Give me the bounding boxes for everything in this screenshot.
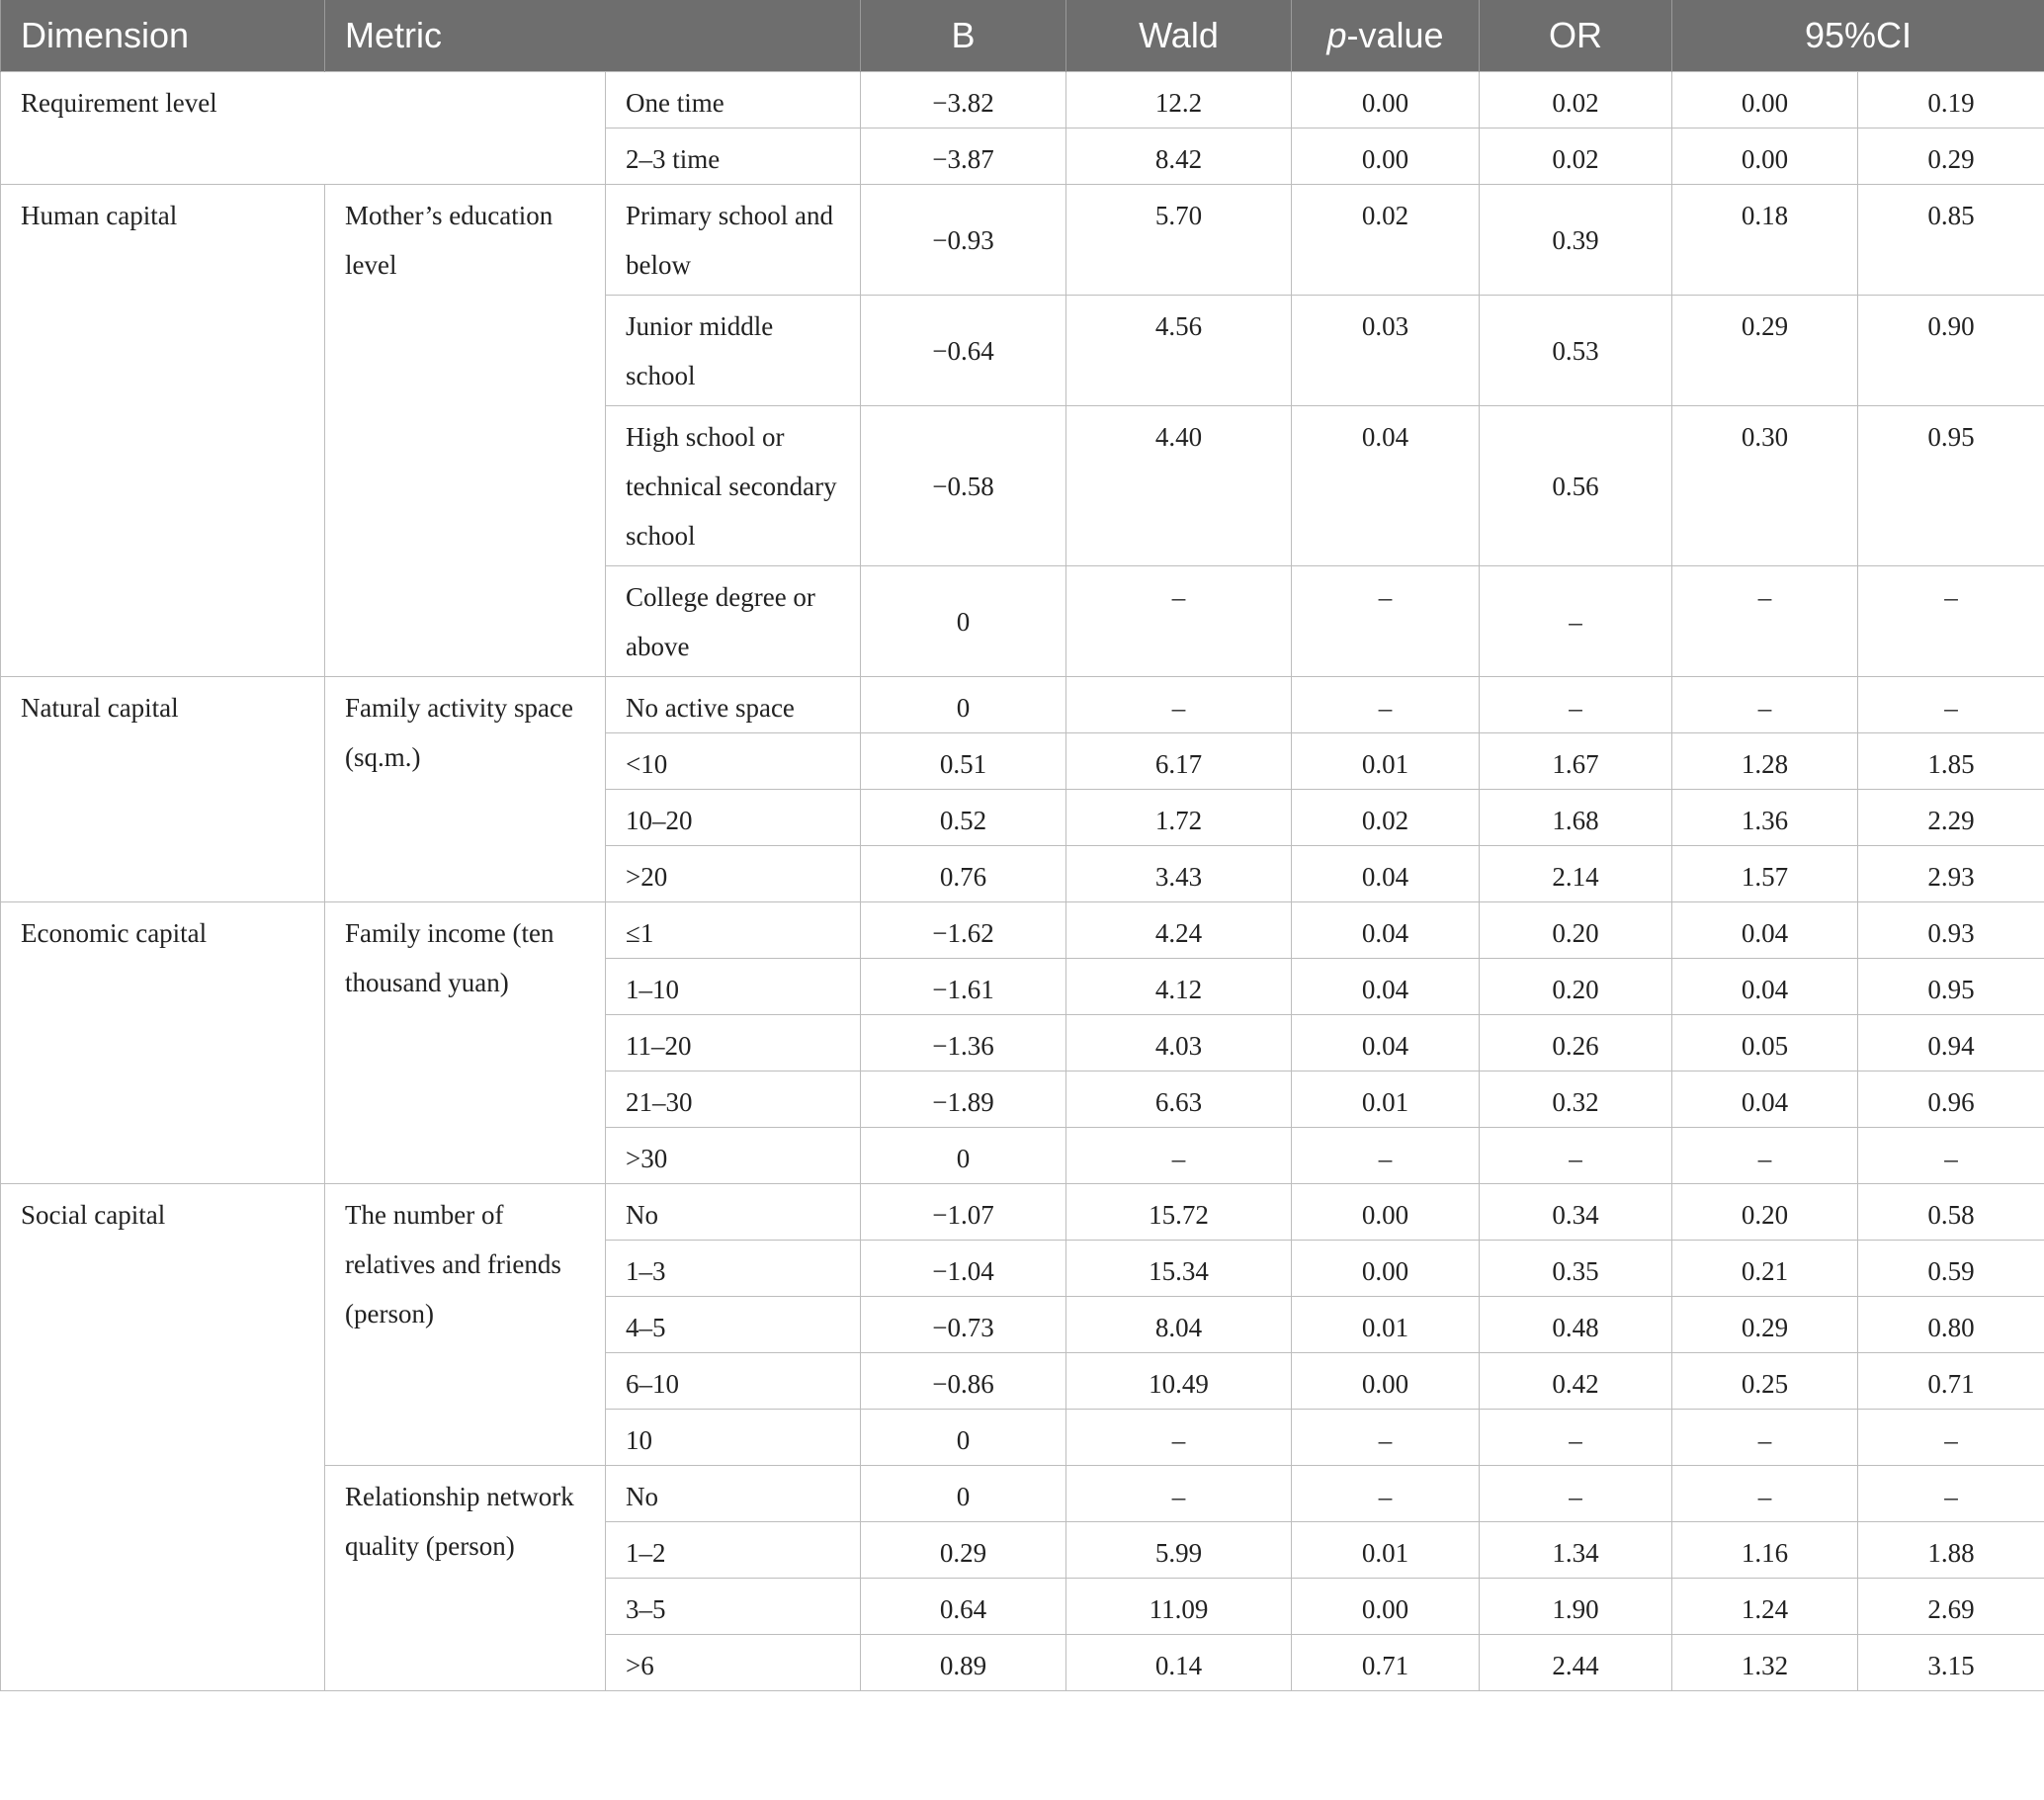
wald-value-cell: 6.17 xyxy=(1066,733,1292,790)
b-value-cell: 0 xyxy=(861,677,1066,733)
ci-lower-cell: 0.21 xyxy=(1672,1241,1858,1297)
or-value-cell: 0.39 xyxy=(1480,185,1672,296)
b-value-cell: 0.64 xyxy=(861,1579,1066,1635)
or-value-cell: 0.20 xyxy=(1480,902,1672,959)
ci-upper-cell: 0.71 xyxy=(1858,1353,2044,1410)
or-value-cell: 2.14 xyxy=(1480,846,1672,902)
metric-cell: Mother’s education level xyxy=(325,185,606,677)
header-dimension: Dimension xyxy=(1,0,325,72)
or-value-cell: 0.48 xyxy=(1480,1297,1672,1353)
or-value-cell: 0.35 xyxy=(1480,1241,1672,1297)
ci-upper-cell: – xyxy=(1858,1128,2044,1184)
category-cell: Junior middle school xyxy=(606,296,861,406)
ci-upper-cell: 0.95 xyxy=(1858,406,2044,566)
wald-value-cell: 6.63 xyxy=(1066,1071,1292,1128)
dimension-cell: Requirement level xyxy=(1,72,606,185)
table-row xyxy=(1,72,2044,129)
wald-value-cell: 1.72 xyxy=(1066,790,1292,846)
category-cell: 1–2 xyxy=(606,1522,861,1579)
ci-upper-cell: – xyxy=(1858,1466,2044,1522)
ci-upper-cell: 0.85 xyxy=(1858,185,2044,296)
p-value-cell: 0.01 xyxy=(1292,1071,1480,1128)
p-value-cell: 0.03 xyxy=(1292,296,1480,406)
category-cell: College degree or above xyxy=(606,566,861,677)
category-cell: 10–20 xyxy=(606,790,861,846)
wald-value-cell: 3.43 xyxy=(1066,846,1292,902)
or-value-cell: – xyxy=(1480,677,1672,733)
ci-upper-cell: 1.85 xyxy=(1858,733,2044,790)
p-value-cell: 0.04 xyxy=(1292,902,1480,959)
wald-value-cell: 15.72 xyxy=(1066,1184,1292,1241)
b-value-cell: 0 xyxy=(861,1128,1066,1184)
ci-upper-cell: 0.90 xyxy=(1858,296,2044,406)
category-cell: <10 xyxy=(606,733,861,790)
dimension-cell: Human capital xyxy=(1,185,325,677)
ci-lower-cell: 1.57 xyxy=(1672,846,1858,902)
metric-cell: Relationship network quality (person) xyxy=(325,1466,606,1691)
category-cell: >20 xyxy=(606,846,861,902)
p-value-cell: 0.02 xyxy=(1292,185,1480,296)
ci-upper-cell: 2.93 xyxy=(1858,846,2044,902)
ci-lower-cell: 0.04 xyxy=(1672,959,1858,1015)
dimension-cell: Economic capital xyxy=(1,902,325,1184)
category-cell: No xyxy=(606,1466,861,1522)
b-value-cell: −1.04 xyxy=(861,1241,1066,1297)
p-value-cell: 0.04 xyxy=(1292,406,1480,566)
ci-lower-cell: 0.29 xyxy=(1672,296,1858,406)
b-value-cell: −0.58 xyxy=(861,406,1066,566)
wald-value-cell: 10.49 xyxy=(1066,1353,1292,1410)
p-value-cell: 0.00 xyxy=(1292,1184,1480,1241)
b-value-cell: −1.07 xyxy=(861,1184,1066,1241)
or-value-cell: 0.53 xyxy=(1480,296,1672,406)
ci-lower-cell: 0.25 xyxy=(1672,1353,1858,1410)
category-cell: 6–10 xyxy=(606,1353,861,1410)
b-value-cell: −0.86 xyxy=(861,1353,1066,1410)
wald-value-cell: – xyxy=(1066,566,1292,677)
ci-lower-cell: 0.20 xyxy=(1672,1184,1858,1241)
category-cell: 21–30 xyxy=(606,1071,861,1128)
category-cell: 1–10 xyxy=(606,959,861,1015)
header-p-italic: p xyxy=(1326,15,1347,55)
ci-lower-cell: 0.18 xyxy=(1672,185,1858,296)
b-value-cell: 0 xyxy=(861,1466,1066,1522)
wald-value-cell: – xyxy=(1066,1410,1292,1466)
ci-lower-cell: 0.29 xyxy=(1672,1297,1858,1353)
p-value-cell: 0.00 xyxy=(1292,72,1480,129)
ci-lower-cell: – xyxy=(1672,677,1858,733)
p-value-cell: – xyxy=(1292,1410,1480,1466)
p-value-cell: – xyxy=(1292,566,1480,677)
header-row xyxy=(1,0,2044,72)
p-value-cell: 0.01 xyxy=(1292,1297,1480,1353)
metric-cell: Family activity space (sq.m.) xyxy=(325,677,606,902)
table-row xyxy=(1,677,2044,733)
category-cell: >30 xyxy=(606,1128,861,1184)
category-cell: 10 xyxy=(606,1410,861,1466)
or-value-cell: 0.56 xyxy=(1480,406,1672,566)
b-value-cell: 0.52 xyxy=(861,790,1066,846)
wald-value-cell: – xyxy=(1066,677,1292,733)
wald-value-cell: 8.42 xyxy=(1066,129,1292,185)
wald-value-cell: – xyxy=(1066,1128,1292,1184)
wald-value-cell: 4.24 xyxy=(1066,902,1292,959)
or-value-cell: 0.02 xyxy=(1480,72,1672,129)
ci-lower-cell: 0.00 xyxy=(1672,129,1858,185)
category-cell: No xyxy=(606,1184,861,1241)
or-value-cell: – xyxy=(1480,1466,1672,1522)
p-value-cell: 0.00 xyxy=(1292,1241,1480,1297)
p-value-cell: – xyxy=(1292,1128,1480,1184)
header-wald: Wald xyxy=(1066,0,1292,72)
ci-upper-cell: 2.69 xyxy=(1858,1579,2044,1635)
wald-value-cell: 4.40 xyxy=(1066,406,1292,566)
p-value-cell: 0.04 xyxy=(1292,1015,1480,1071)
category-cell: >6 xyxy=(606,1635,861,1691)
or-value-cell: 1.34 xyxy=(1480,1522,1672,1579)
p-value-cell: 0.01 xyxy=(1292,1522,1480,1579)
category-cell: 2–3 time xyxy=(606,129,861,185)
ci-lower-cell: 1.36 xyxy=(1672,790,1858,846)
p-value-cell: 0.00 xyxy=(1292,129,1480,185)
category-cell: 11–20 xyxy=(606,1015,861,1071)
category-cell: One time xyxy=(606,72,861,129)
or-value-cell: – xyxy=(1480,566,1672,677)
p-value-cell: – xyxy=(1292,1466,1480,1522)
ci-upper-cell: 2.29 xyxy=(1858,790,2044,846)
ci-lower-cell: – xyxy=(1672,566,1858,677)
or-value-cell: – xyxy=(1480,1128,1672,1184)
b-value-cell: 0 xyxy=(861,566,1066,677)
header-metric: Metric xyxy=(325,0,861,72)
metric-cell: The number of relatives and friends (person) xyxy=(325,1184,606,1466)
b-value-cell: −0.64 xyxy=(861,296,1066,406)
wald-value-cell: 5.70 xyxy=(1066,185,1292,296)
ci-upper-cell: 0.94 xyxy=(1858,1015,2044,1071)
p-value-cell: 0.04 xyxy=(1292,846,1480,902)
header-or: OR xyxy=(1480,0,1672,72)
p-value-cell: 0.02 xyxy=(1292,790,1480,846)
ci-lower-cell: 1.32 xyxy=(1672,1635,1858,1691)
or-value-cell: 0.32 xyxy=(1480,1071,1672,1128)
or-value-cell: 1.90 xyxy=(1480,1579,1672,1635)
wald-value-cell: 12.2 xyxy=(1066,72,1292,129)
b-value-cell: −1.61 xyxy=(861,959,1066,1015)
category-cell: High school or technical secondary school xyxy=(606,406,861,566)
ci-upper-cell: 0.58 xyxy=(1858,1184,2044,1241)
or-value-cell: 0.02 xyxy=(1480,129,1672,185)
wald-value-cell: – xyxy=(1066,1466,1292,1522)
b-value-cell: −1.36 xyxy=(861,1015,1066,1071)
p-value-cell: 0.00 xyxy=(1292,1353,1480,1410)
b-value-cell: −1.89 xyxy=(861,1071,1066,1128)
ci-upper-cell: – xyxy=(1858,1410,2044,1466)
b-value-cell: −0.73 xyxy=(861,1297,1066,1353)
wald-value-cell: 4.12 xyxy=(1066,959,1292,1015)
category-cell: ≤1 xyxy=(606,902,861,959)
b-value-cell: 0.29 xyxy=(861,1522,1066,1579)
category-cell: 1–3 xyxy=(606,1241,861,1297)
ci-upper-cell: 0.59 xyxy=(1858,1241,2044,1297)
b-value-cell: 0 xyxy=(861,1410,1066,1466)
metric-cell: Family income (ten thousand yuan) xyxy=(325,902,606,1184)
wald-value-cell: 5.99 xyxy=(1066,1522,1292,1579)
ci-lower-cell: 0.04 xyxy=(1672,902,1858,959)
ci-lower-cell: 0.04 xyxy=(1672,1071,1858,1128)
table-row xyxy=(1,902,2044,959)
wald-value-cell: 15.34 xyxy=(1066,1241,1292,1297)
p-value-cell: 0.71 xyxy=(1292,1635,1480,1691)
header-p-suffix: -value xyxy=(1346,15,1444,55)
ci-lower-cell: 0.30 xyxy=(1672,406,1858,566)
or-value-cell: 0.42 xyxy=(1480,1353,1672,1410)
ci-lower-cell: – xyxy=(1672,1410,1858,1466)
b-value-cell: −3.87 xyxy=(861,129,1066,185)
ci-lower-cell: – xyxy=(1672,1128,1858,1184)
header-b: B xyxy=(861,0,1066,72)
category-cell: 3–5 xyxy=(606,1579,861,1635)
ci-upper-cell: 0.80 xyxy=(1858,1297,2044,1353)
or-value-cell: 2.44 xyxy=(1480,1635,1672,1691)
p-value-cell: 0.01 xyxy=(1292,733,1480,790)
ci-lower-cell: 0.00 xyxy=(1672,72,1858,129)
ci-upper-cell: 0.93 xyxy=(1858,902,2044,959)
wald-value-cell: 11.09 xyxy=(1066,1579,1292,1635)
ci-lower-cell: 0.05 xyxy=(1672,1015,1858,1071)
b-value-cell: −0.93 xyxy=(861,185,1066,296)
ci-upper-cell: 1.88 xyxy=(1858,1522,2044,1579)
ci-lower-cell: 1.24 xyxy=(1672,1579,1858,1635)
category-cell: No active space xyxy=(606,677,861,733)
or-value-cell: 0.34 xyxy=(1480,1184,1672,1241)
ci-lower-cell: – xyxy=(1672,1466,1858,1522)
ci-upper-cell: – xyxy=(1858,566,2044,677)
ci-upper-cell: 0.96 xyxy=(1858,1071,2044,1128)
table-row xyxy=(1,185,2044,296)
ci-upper-cell: 0.29 xyxy=(1858,129,2044,185)
or-value-cell: 1.67 xyxy=(1480,733,1672,790)
header-p-value xyxy=(1292,0,1480,72)
p-value-cell: 0.00 xyxy=(1292,1579,1480,1635)
or-value-cell: 0.26 xyxy=(1480,1015,1672,1071)
table-row xyxy=(1,1184,2044,1241)
b-value-cell: −3.82 xyxy=(861,72,1066,129)
or-value-cell: – xyxy=(1480,1410,1672,1466)
category-cell: 4–5 xyxy=(606,1297,861,1353)
wald-value-cell: 4.56 xyxy=(1066,296,1292,406)
category-cell: Primary school and below xyxy=(606,185,861,296)
p-value-cell: 0.04 xyxy=(1292,959,1480,1015)
header-95ci: 95%CI xyxy=(1672,0,2044,72)
ci-upper-cell: – xyxy=(1858,677,2044,733)
dimension-cell: Natural capital xyxy=(1,677,325,902)
b-value-cell: 0.76 xyxy=(861,846,1066,902)
ci-lower-cell: 1.28 xyxy=(1672,733,1858,790)
wald-value-cell: 8.04 xyxy=(1066,1297,1292,1353)
b-value-cell: −1.62 xyxy=(861,902,1066,959)
ci-upper-cell: 0.95 xyxy=(1858,959,2044,1015)
wald-value-cell: 4.03 xyxy=(1066,1015,1292,1071)
wald-value-cell: 0.14 xyxy=(1066,1635,1292,1691)
b-value-cell: 0.51 xyxy=(861,733,1066,790)
dimension-cell: Social capital xyxy=(1,1184,325,1691)
table-body xyxy=(1,72,2044,1691)
p-value-cell: – xyxy=(1292,677,1480,733)
ci-upper-cell: 3.15 xyxy=(1858,1635,2044,1691)
or-value-cell: 1.68 xyxy=(1480,790,1672,846)
ci-upper-cell: 0.19 xyxy=(1858,72,2044,129)
or-value-cell: 0.20 xyxy=(1480,959,1672,1015)
ci-lower-cell: 1.16 xyxy=(1672,1522,1858,1579)
b-value-cell: 0.89 xyxy=(861,1635,1066,1691)
